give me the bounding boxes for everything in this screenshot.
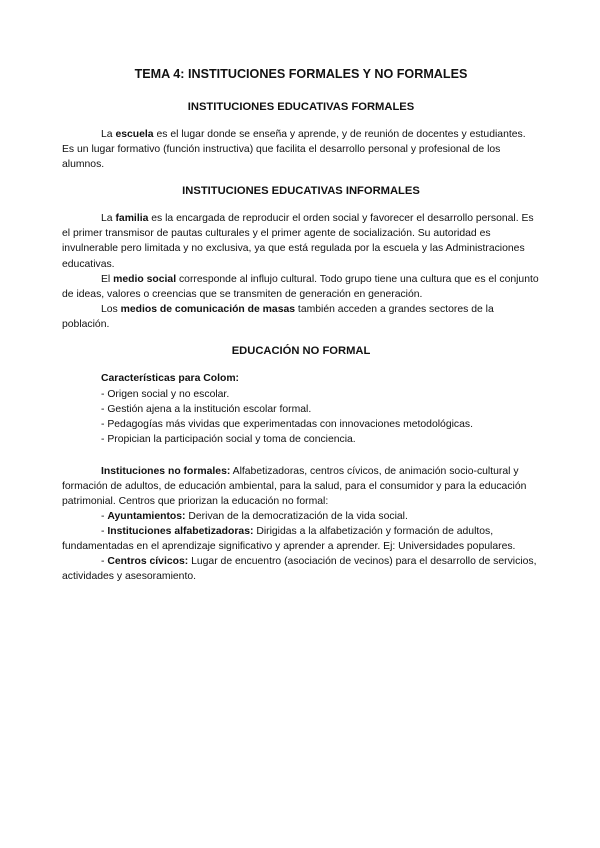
section-heading-informales: INSTITUCIONES EDUCATIVAS INFORMALES xyxy=(182,185,420,198)
document-content xyxy=(62,62,540,584)
paragraph-familia xyxy=(62,211,540,271)
paragraph-medio-social-prefix: El xyxy=(101,273,114,285)
item-text: Lugar de encuentro (asociación de vecinos) para el desarrollo de servicios, actividades y asesoramiento. xyxy=(62,556,537,583)
paragraph-instituciones-text: Alfabetizadoras, centros cívicos, de animación socio-cultural y formación de adultos, de educación ambiental, para la salud, para el consumidor y para la educación patrimonial. Centros que priorizan la educación no formal: xyxy=(62,465,527,507)
paragraph-familia-text: es la encargada de reproducir el orden social y favorecer el desarrollo personal. Es el primer transmisor de pautas culturales y el primer agente de socialización. Su autoridad es invulnerable pero limitada y no exclusiva, ya que está regulada por la escuela y las Administraciones educativas. xyxy=(62,213,534,270)
document-title: TEMA 4: INSTITUCIONES FORMALES Y NO FORMALES xyxy=(134,67,468,81)
characteristics-title: Características para Colom: xyxy=(101,373,240,385)
item-prefix: - xyxy=(101,556,108,568)
term-medios-comunicacion: medios de comunicación de masas xyxy=(120,303,296,315)
paragraph-medio-social-text: corresponde al influjo cultural. Todo grupo tiene una cultura que es el conjunto de ideas, valores o creencias que se transmiten de generación en generación. xyxy=(62,273,539,300)
section-heading-no-formal: EDUCACIÓN NO FORMAL xyxy=(231,345,371,358)
paragraph-medios-text: también acceden a grandes sectores de la población. xyxy=(62,303,494,330)
section-heading-formales: INSTITUCIONES EDUCATIVAS FORMALES xyxy=(187,101,415,113)
item-prefix: - xyxy=(101,525,108,537)
term-escuela: escuela xyxy=(115,129,154,140)
term-instituciones-no-formales: Instituciones no formales: xyxy=(101,465,231,477)
term-medio-social: medio social xyxy=(113,273,177,285)
list-item: - Pedagogías más vividas que experimentadas con innovaciones metodológicas. xyxy=(101,419,473,431)
paragraph-instituciones-alfabetizadoras xyxy=(62,524,540,554)
item-prefix: - xyxy=(101,510,108,522)
paragraph-medio-social xyxy=(62,272,540,302)
characteristics-list xyxy=(62,387,540,447)
item-text: Derivan de la democratización de la vida social. xyxy=(185,510,408,522)
paragraph-escuela xyxy=(62,127,540,172)
term-instituciones-alfabetizadoras: Instituciones alfabetizadoras: xyxy=(107,525,254,537)
paragraph-instituciones-no-formales xyxy=(62,464,540,509)
term-centros-civicos: Centros cívicos: xyxy=(107,556,189,568)
term-ayuntamientos: Ayuntamientos: xyxy=(107,510,186,522)
list-item: - Gestión ajena a la institución escolar formal. xyxy=(101,404,312,416)
paragraph-medios-prefix: Los xyxy=(101,303,121,315)
item-text: Dirigidas a la alfabetización y formación de adultos, fundamentadas en el aprendizaje significativo y aprender a aprender. Ej: Universidades populares. xyxy=(62,525,516,552)
list-item: - Propician la participación social y toma de conciencia. xyxy=(101,434,356,446)
list-item: - Origen social y no escolar. xyxy=(101,389,230,401)
paragraph-centros-civicos xyxy=(62,554,540,584)
term-familia: familia xyxy=(115,213,149,225)
paragraph-familia-prefix: La xyxy=(101,213,116,225)
paragraph-escuela-prefix: La xyxy=(101,129,116,140)
paragraph-medios-comunicacion xyxy=(62,302,540,332)
paragraph-escuela-text: es el lugar donde se enseña y aprende, y de reunión de docentes y estudiantes. Es un lugar formativo (función instructiva) que facilita el desarrollo personal y profesional de los alumnos. xyxy=(62,129,526,171)
paragraph-ayuntamientos xyxy=(62,509,540,524)
